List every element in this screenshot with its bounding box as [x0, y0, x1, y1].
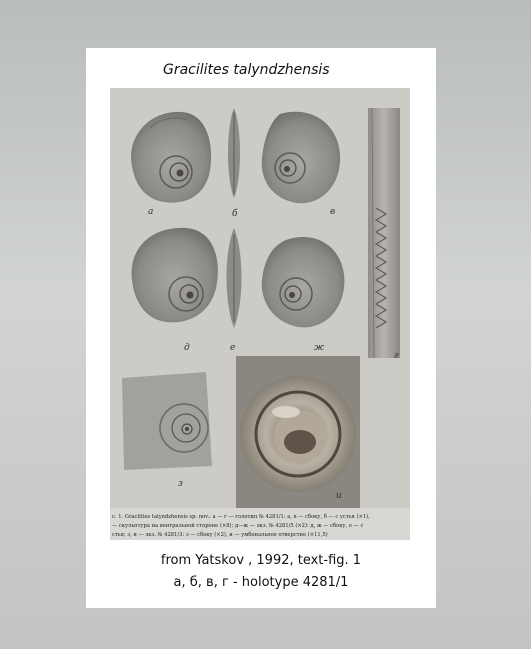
figure-sheet — [86, 48, 436, 608]
specimen-d — [132, 228, 218, 323]
specimen-zh — [262, 237, 345, 327]
specimen-z — [122, 372, 212, 470]
label-e: е — [230, 343, 236, 353]
specimen-i — [236, 356, 360, 508]
specimen-g — [368, 108, 400, 358]
plate-caption-line-3: стья; з, и — экз. № 4281/3: з — сбоку (×2), и — умбональное отверстие (×11,5) — [112, 532, 328, 538]
source-caption: from Yatskov , 1992, text-fig. 1 — [160, 553, 362, 568]
label-zh: ж — [314, 343, 325, 353]
label-a: а — [148, 207, 154, 217]
label-b: б — [232, 209, 238, 219]
fossil-plate-drawing — [110, 88, 410, 540]
label-z: з — [178, 479, 183, 489]
label-g: г — [394, 351, 399, 361]
fossil-plate-image — [110, 88, 410, 540]
label-v: в — [330, 207, 336, 217]
plate-caption-line-1: с. 1. Gracilites talyndzhensis sp. nov.: а — г — голотип № 4281/1: а, в — сбоку, б — с устья (×1), — [112, 514, 370, 520]
holotype-caption: а, б, в, г - holotype 4281/1 — [173, 575, 349, 590]
plate-caption-line-2: — скульптура на вентральной стороне (×8); д—ж — экз. № 4281/5 (×2): д, ж — сбоку, е — с — [112, 523, 364, 529]
label-d: д — [184, 343, 190, 353]
label-i: и — [336, 491, 342, 501]
species-title: Gracilites talyndzhensis — [163, 62, 330, 78]
